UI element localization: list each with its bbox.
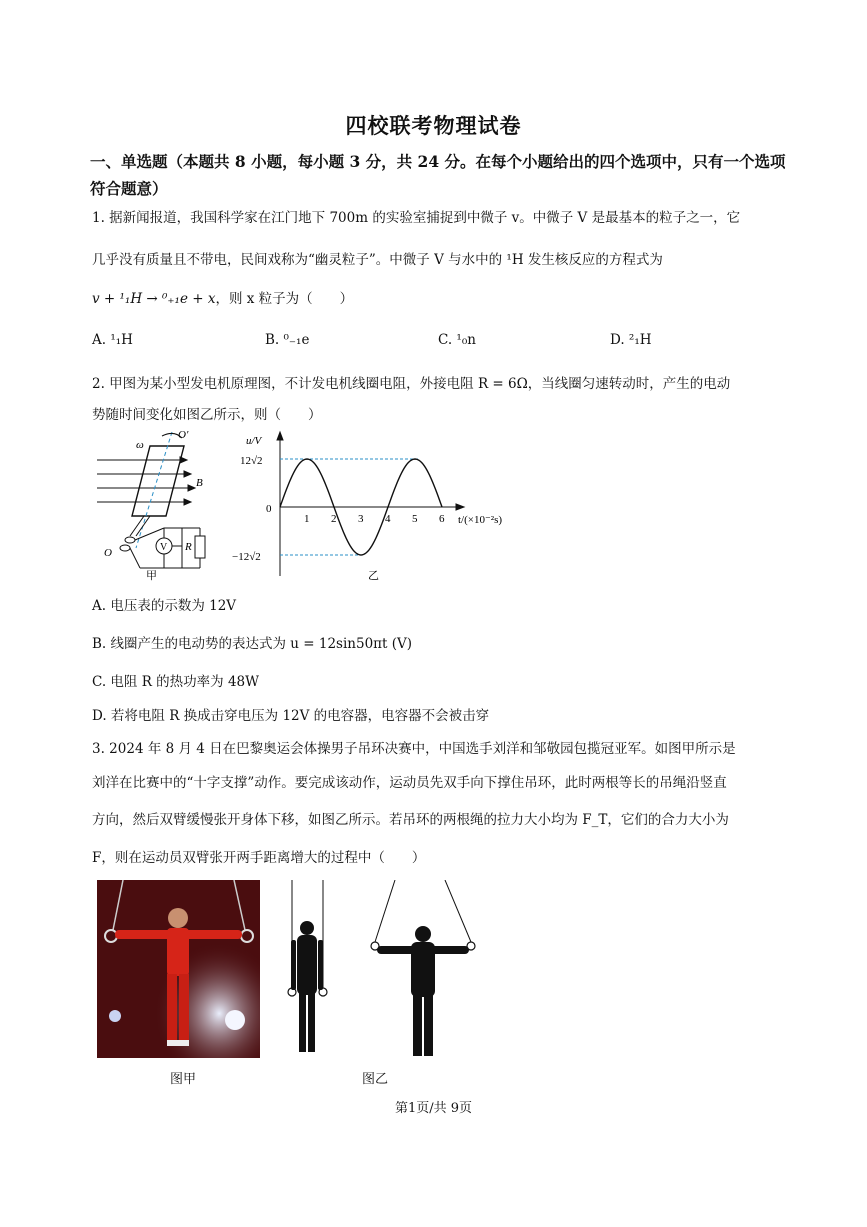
q1-option-a[interactable]: A. ¹₁H <box>92 332 133 348</box>
fig-yi-caption: 乙 <box>368 570 379 582</box>
x-tick-label: 3 <box>358 513 364 525</box>
generator-diagram <box>92 428 222 583</box>
x-tick-label: 1 <box>304 513 310 525</box>
q2-option-c[interactable]: C. 电阻 R 的热功率为 48W <box>92 674 260 690</box>
x-tick-label: 6 <box>439 513 445 525</box>
section-heading: 一、单选题（本题共 8 小题，每小题 3 分，共 24 分。在每个小题给出的四个选项中，只有一个选项符合题意） <box>90 152 786 198</box>
y-tick-zero: 0 <box>266 503 272 515</box>
q3-line3: 方向，然后双臂缓慢张开身体下移，如图乙所示。若吊环的两根绳的拉力大小均为 F_T，它们的合力大小为 <box>92 812 729 828</box>
q2-option-d[interactable]: D. 若将电阻 R 换成击穿电压为 12V 的电容器，电容器不会被击穿 <box>92 708 490 724</box>
x-tick-label: 2 <box>331 513 337 525</box>
q3-caption-yi: 图乙 <box>362 1072 389 1087</box>
y-axis-label: u/V <box>246 435 262 447</box>
q2-line2: 势随时间变化如图乙所示，则（ ） <box>92 407 322 423</box>
q3-line2: 刘洋在比赛中的“十字支撑”动作。要完成该动作，运动员先双手向下撑住吊环，此时两根等长的吊绳沿竖直 <box>92 775 727 791</box>
q1-line1: 1. 据新闻报道，我国科学家在江门地下 700m 的实验室捕捉到中微子 v。中微子 V 是最基本的粒子之一，它 <box>92 210 741 226</box>
q1-option-b[interactable]: B. ⁰₋₁e <box>265 332 310 348</box>
x-axis-label: t/(×10⁻²s) <box>458 514 503 526</box>
page-footer: 第1页/共 9页 <box>394 1101 473 1116</box>
voltmeter-label: V <box>160 542 168 553</box>
q3-line1: 3. 2024 年 8 月 4 日在巴黎奥运会体操男子吊环决赛中，中国选手刘洋和邹敬园包揽冠亚军。如图甲所示是 <box>92 741 736 757</box>
b-field-label: B <box>196 477 203 489</box>
q3-line4: F，则在运动员双臂张开两手距离增大的过程中（ ） <box>92 850 426 866</box>
q1-option-d[interactable]: D. ²₁H <box>610 332 652 348</box>
silhouette-figures <box>285 880 485 1060</box>
q3-caption-jia: 图甲 <box>170 1072 197 1087</box>
omega-label: ω <box>136 439 144 451</box>
fig-jia-caption: 甲 <box>146 570 157 582</box>
q2-option-b[interactable]: B. 线圈产生的电动势的表达式为 u = 12sin50πt (V) <box>92 636 413 652</box>
q1-option-c[interactable]: C. ¹₀n <box>438 332 476 348</box>
o-prime-label: O′ <box>178 429 189 441</box>
y-tick-bottom: −12√2 <box>232 551 261 563</box>
x-tick-label: 5 <box>412 513 418 525</box>
athlete-photo <box>97 880 260 1058</box>
q1-question: ，则 x 粒子为（ ） <box>215 291 354 307</box>
voltage-time-graph <box>228 428 528 583</box>
x-tick-label: 4 <box>385 513 391 525</box>
q2-option-a[interactable]: A. 电压表的示数为 12V <box>92 598 237 614</box>
page-title: 四校联考物理试卷 <box>345 113 522 138</box>
resistor-label: R <box>185 541 192 553</box>
q2-line1: 2. 甲图为某小型发电机原理图，不计发电机线圈电阻，外接电阻 R = 6Ω，当线圈匀速转动时，产生的电动 <box>92 376 731 392</box>
o-label: O <box>104 547 112 559</box>
q1-equation: v + ¹₁H → ⁰₊₁e + x <box>92 291 216 307</box>
q1-line2: 几乎没有质量且不带电，民间戏称为“幽灵粒子”。中微子 V 与水中的 ¹H 发生核反应的方程式为 <box>92 252 663 268</box>
y-tick-top: 12√2 <box>240 455 263 467</box>
q1-equation-line <box>92 287 353 307</box>
